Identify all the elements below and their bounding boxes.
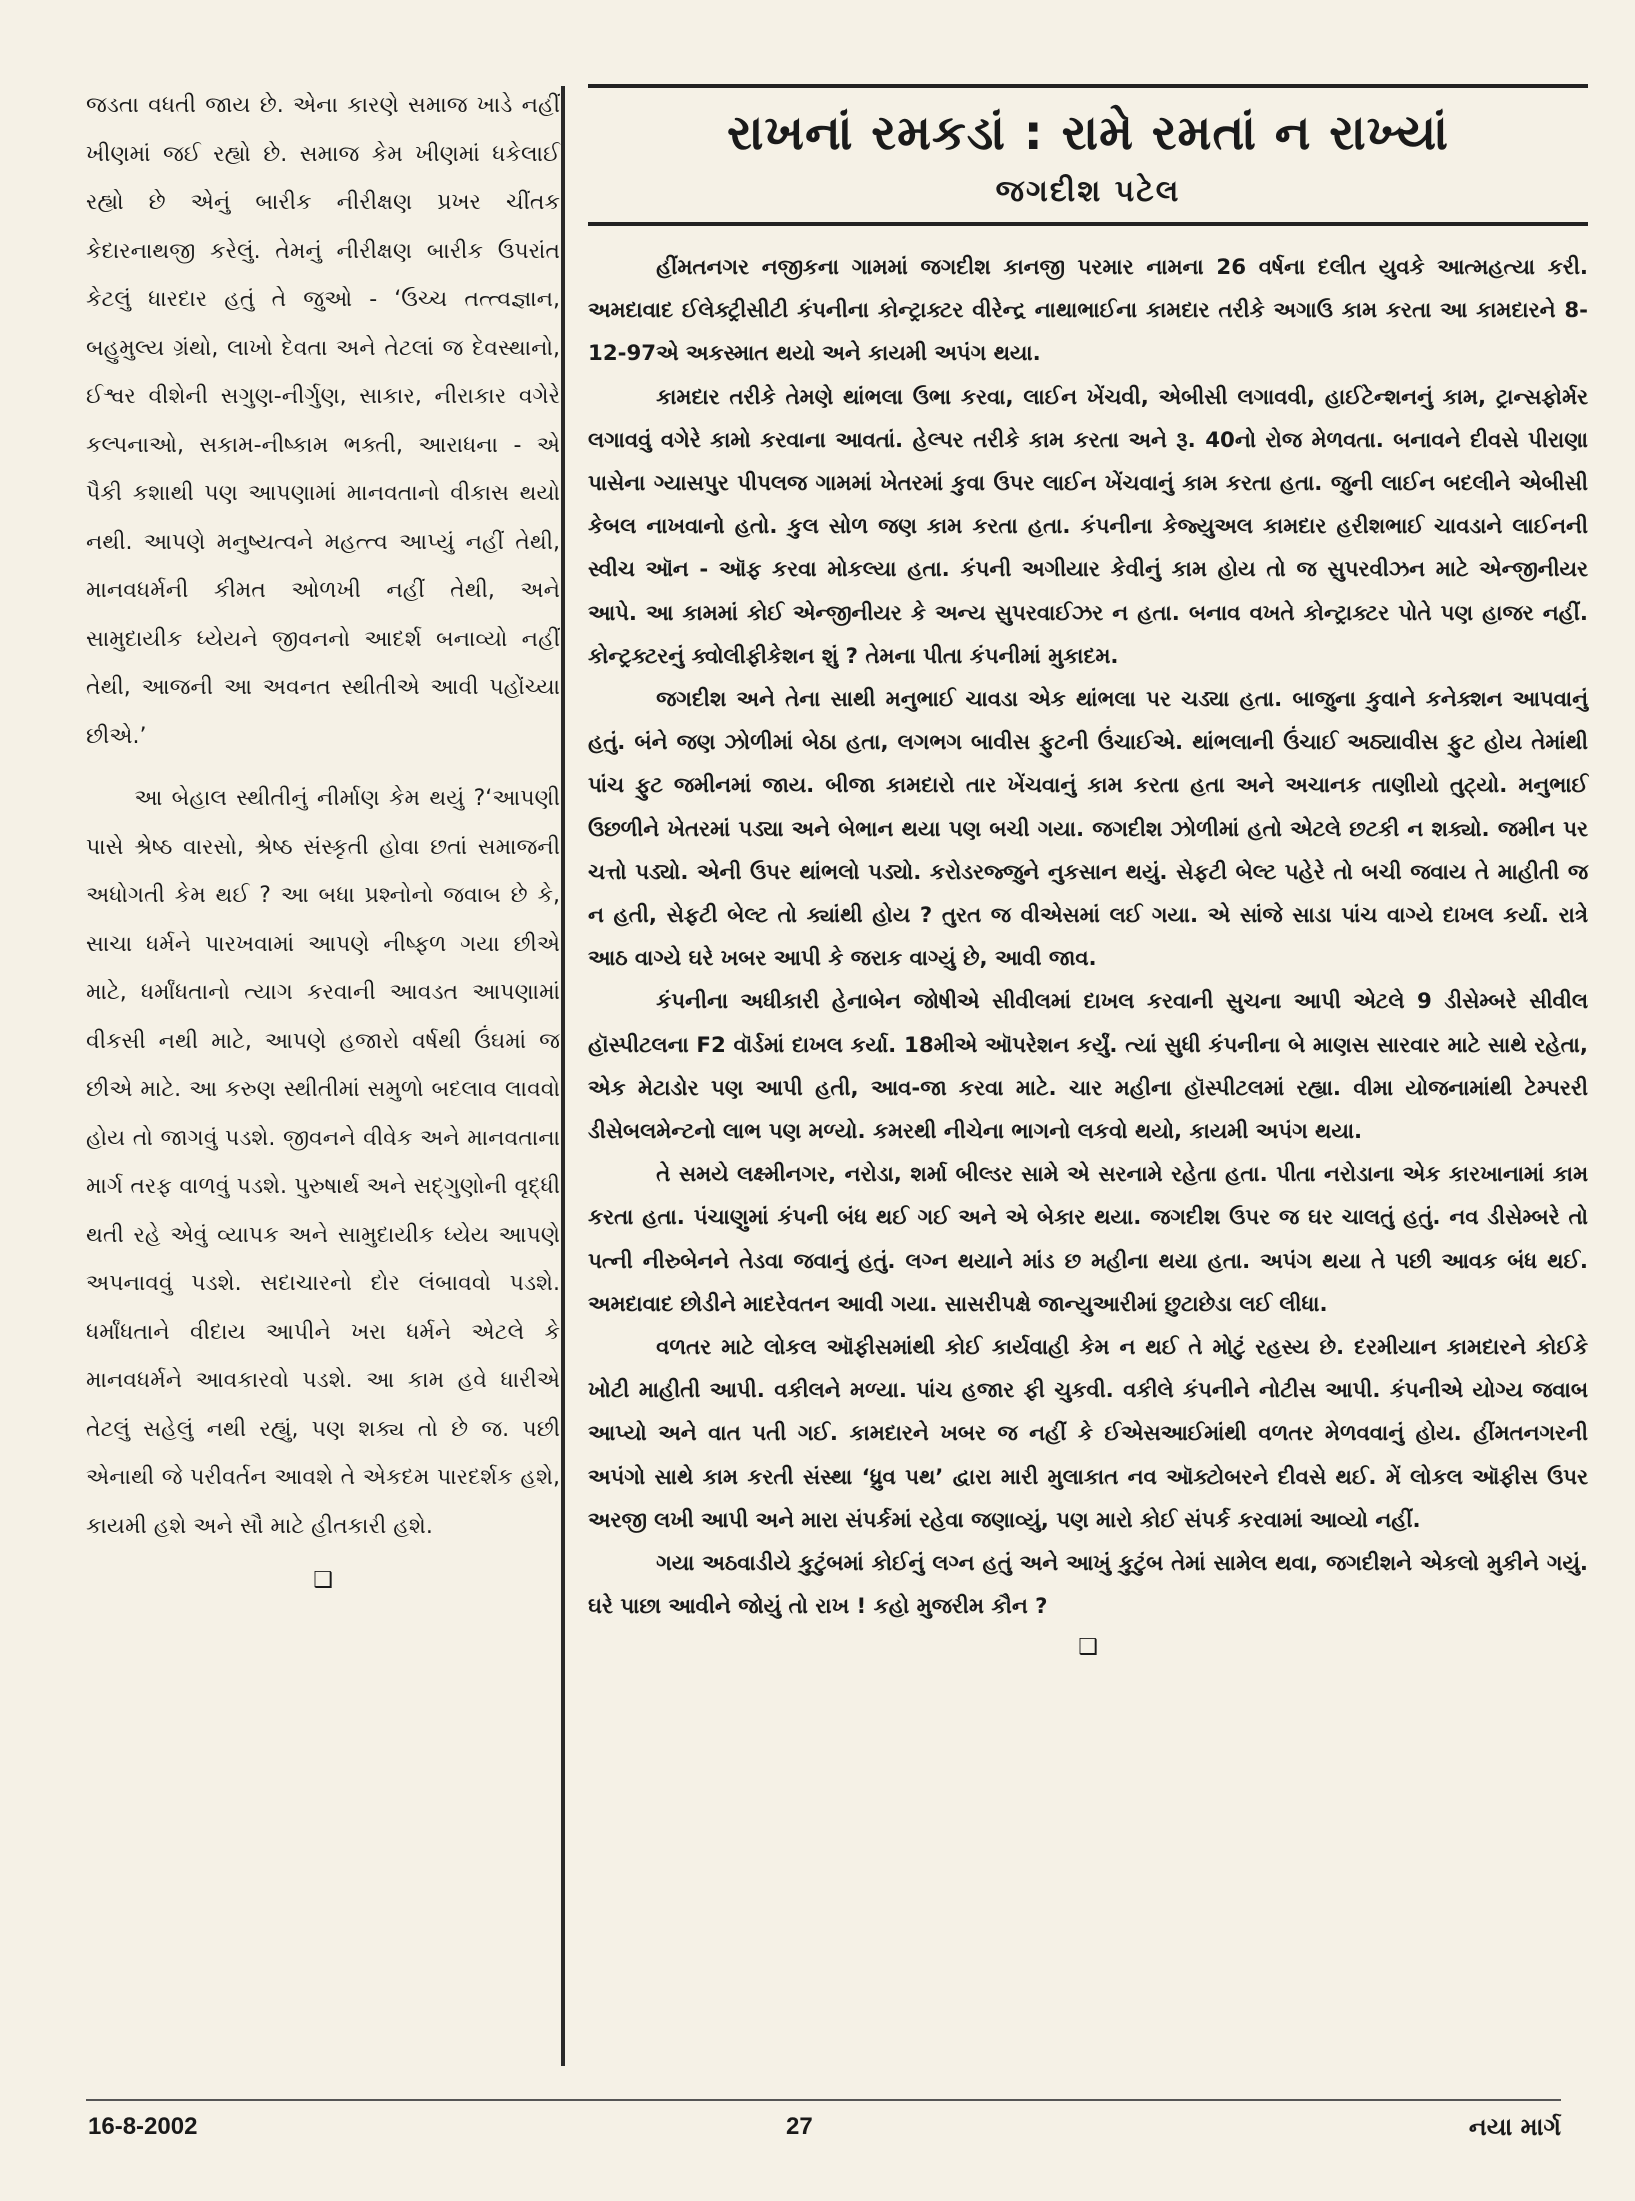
article-paragraph-3: જગદીશ અને તેના સાથી મનુભાઈ ચાવડા એક થાંભલા પર ચડ્યા હતા. બાજુના કુવાને કનેક્શન આપવાનું હતું. બંને જણ ઝોળીમાં બેઠા હતા, લગભગ બાવીસ ફુટની ઉંચાઈએ. થાંભલાની ઉંચાઈ અઠ્યાવીસ ફુટ હોય તેમાંથી પાંચ ફુટ જમીનમાં જાય. બીજા કામદારો તાર ખેંચવાનું કામ કરતા હતા અને અચાનક તાણીયો તુટ્યો. મનુભાઈ ઉછળીને ખેતરમાં પડ્યા અને બેભાન થયા પણ બચી ગયા. જગદીશ ઝોળીમાં હતો એટલે છટકી ન શક્યો. જમીન પર ચત્તો પડ્યો. એની ઉપર થાંભલો પડ્યો. કરોડરજ્જુને નુકસાન થયું. સેફટી બેલ્ટ પહેરે તો બચી જવાય તે માહીતી જ ન હતી, સેફટી બેલ્ટ તો ક્યાંથી હોય ? તુરત જ વીએસમાં લઈ ગયા. એ સાંજે સાડા પાંચ વાગ્યે દાખલ કર્યા. રાત્રે આઠ વાગ્યે ઘરે ખબર આપી કે જરાક વાગ્યું છે, આવી જાવ.: [588, 687, 1588, 972]
left-column: [86, 82, 560, 1606]
magazine-name: નયા માર્ગ: [1468, 2113, 1561, 2141]
article-paragraph-2: કામદાર તરીકે તેમણે થાંભલા ઉભા કરવા, લાઈન ખેંચવી, એબીસી લગાવવી, હાઈટેન્શનનું કામ, ટ્રાન્સફોર્મર લગાવવું વગેરે કામો કરવાના આવતાં. હેલ્પર તરીકે કામ કરતા અને રૂ. 40નો રોજ મેળવતા. બનાવને દીવસે પીરાણા પાસેના ગ્યાસપુર પીપલજ ગામમાં ખેતરમાં કુવા ઉપર લાઈન ખેંચવાનું કામ કરતા હતા. જુની લાઈન બદલીને એબીસી કેબલ નાખવાનો હતો. કુલ સોળ જણ કામ કરતા હતા. કંપનીના કેજ્યુઅલ કામદાર હરીશભાઈ ચાવડાને લાઈનની સ્વીચ ઑન - ઑફ કરવા મોકલ્યા હતા. કંપની અગીયાર કેવીનું કામ હોય તો જ સુપરવીઝન માટે એન્જીનીયર આપે. આ કામમાં કોઈ એન્જીનીયર કે અન્ય સુપરવાઈઝર ન હતા. બનાવ વખતે કોન્ટ્રાક્ટર પોતે પણ હાજર નહીં. કોન્ટ્રક્ટરનું ક્વોલીફીકેશન શું ? તેમના પીતા કંપનીમાં મુકાદમ.: [588, 384, 1588, 669]
article-paragraph-7: ગયા અઠવાડીયે કુટુંબમાં કોઈનું લગ્ન હતું અને આખું કુટુંબ તેમાં સામેલ થવા, જગદીશને એકલો મુકીને ગયું. ઘરે પાછા આવીને જોયું તો રાખ ! કહો મુજરીમ કૌન ?: [588, 1551, 1588, 1620]
article-paragraph-1: હીંમતનગર નજીકના ગામમાં જગદીશ કાનજી પરમાર નામના 26 વર્ષના દલીત યુવકે આત્મહત્યા કરી. અમદાવાદ ઈલેક્ટ્રીસીટી કંપનીના કોન્ટ્રાક્ટર વીરેન્દ્ર નાથાભાઈના કામદાર તરીકે અગાઉ કામ કરતા આ કામદારને 8-12-97એ અકસ્માત થયો અને કાયમી અપંગ થયા.: [588, 255, 1588, 367]
article: [588, 84, 1588, 1660]
author-rule: [588, 222, 1588, 226]
article-paragraph-4: કંપનીના અધીકારી હેનાબેન જોષીએ સીવીલમાં દાખલ કરવાની સુચના આપી એટલે 9 ડીસેમ્બરે સીવીલ હૉસ્પીટલના F2 વૉર્ડમાં દાખલ કર્યા. 18મીએ ઑપરેશન કર્યું. ત્યાં સુધી કંપનીના બે માણસ સારવાર માટે સાથે રહેતા, એક મેટાડોર પણ આપી હતી, આવ-જા કરવા માટે. ચાર મહીના હૉસ્પીટલમાં રહ્યા. વીમા યોજનામાંથી ટેમ્પરરી ડીસેબલમેન્ટનો લાભ પણ મળ્યો. કમરથી નીચેના ભાગનો લકવો થયો, કાયમી અપંગ થયા.: [588, 989, 1588, 1145]
article-author: જગદીશ પટેલ: [995, 174, 1181, 209]
top-rule: [588, 84, 1588, 88]
end-mark-article: ❑: [1078, 1634, 1098, 1660]
page-number: 27: [786, 2113, 813, 2140]
article-paragraph-5: તે સમયે લક્ષ્મીનગર, નરોડા, શર્મા બીલ્ડર સામે એ સરનામે રહેતા હતા. પીતા નરોડાના એક કારખાનામાં કામ કરતા હતા. પંચાણુમાં કંપની બંધ થઈ ગઈ અને એ બેકાર થયા. જગદીશ ઉપર જ ઘર ચાલતું હતું. નવ ડીસેમ્બરે તો પત્ની નીરુબેનને તેડવા જવાનું હતું. લગ્ન થયાને માંડ છ મહીના થયા હતા. અપંગ થયા તે પછી આવક બંધ થઈ. અમદાવાદ છોડીને માદરેવતન આવી ગયા. સાસરીપક્ષે જાન્યુઆરીમાં છુટાછેડા લઈ લીધા.: [588, 1162, 1588, 1317]
issue-date: 16-8-2002: [88, 2113, 198, 2140]
left-paragraph-1: જડતા વધતી જાય છે. એના કારણે સમાજ ખાડે નહીં ખીણમાં જઈ રહ્યો છે. સમાજ કેમ ખીણમાં ધકેલાઈ રહ્યો છે એનું બારીક નીરીક્ષણ પ્રખર ચીંતક કેદારનાથજી કરેલું. તેમનું નીરીક્ષણ બારીક ઉપરાંત કેટલું ધારદાર હતું તે જુઓ - ‘ઉચ્ચ તત્ત્વજ્ઞાન, બહુમુલ્ય ગ્રંથો, લાખો દેવતા અને તેટલાં જ દેવસ્થાનો, ઈશ્વર વીશેની સગુણ-નીર્ગુણ, સાકાર, નીરાકાર વગેરે કલ્પનાઓ, સકામ-નીષ્કામ ભક્તી, આરાધના - એ પૈકી કશાથી પણ આપણામાં માનવતાનો વીકાસ થયો નથી. આપણે મનુષ્યત્વને મહત્ત્વ આપ્યું નહીં તેથી, માનવધર્મની કીમત ઓળખી નહીં તેથી, અને સામુદાયીક ધ્યેયને જીવનનો આદર્શ બનાવ્યો નહીં તેથી, આજની આ અવનત સ્થીતીએ આવી પહોંચ્યા છીએ.’: [86, 93, 560, 749]
article-title: રાખનાં રમકડાં : રામે રમતાં ન રાખ્યાં: [726, 105, 1449, 161]
article-body: [588, 246, 1588, 1629]
left-paragraph-2: આ બેહાલ સ્થીતીનું નીર્માણ કેમ થયું ?‘આપણી પાસે શ્રેષ્ઠ વારસો, શ્રેષ્ઠ સંસ્કૃતી હોવા છતાં સમાજની અધોગતી કેમ થઈ ? આ બધા પ્રશ્નોનો જવાબ છે કે, સાચા ધર્મને પારખવામાં આપણે નીષ્ફળ ગયા છીએ માટે, ધર્માંધતાનો ત્યાગ કરવાની આવડત આપણામાં વીકસી નથી માટે, આપણે હજારો વર્ષથી ઉંઘમાં જ છીએ માટે. આ કરુણ સ્થીતીમાં સમુળો બદલાવ લાવવો હોય તો જાગવું પડશે. જીવનને વીવેક અને માનવતાના માર્ગ તરફ વાળવું પડશે. પુરુષાર્થ અને સદ્ગુણોની વૃદ્ધી થતી રહે એવું વ્યાપક અને સામુદાયીક ધ્યેય આપણે અપનાવવું પડશે. સદાચારનો દોર લંબાવવો પડશે. ધર્માંધતાને વીદાય આપીને ખરા ધર્મને એટલે કે માનવધર્મને આવકારવો પડશે. આ કામ હવે ધારીએ તેટલું સહેલું નથી રહ્યું, પણ શક્ય તો છે જ. પછી એનાથી જે પરીવર્તન આવશે તે એકદમ પારદર્શક હશે, કાયમી હશે અને સૌ માટે હીતકારી હશે.: [86, 786, 560, 1539]
column-divider: [561, 86, 565, 2066]
page-footer: [86, 2099, 1561, 2141]
article-paragraph-6: વળતર માટે લોકલ ઑફીસમાંથી કોઈ કાર્યવાહી કેમ ન થઈ તે મોટું રહસ્ય છે. દરમીયાન કામદારને કોઈકે ખોટી માહીતી આપી. વકીલને મળ્યા. પાંચ હજાર ફી ચુકવી. વકીલે કંપનીને નોટીસ આપી. કંપનીએ યોગ્ય જવાબ આપ્યો અને વાત પતી ગઈ. કામદારને ખબર જ નહીં કે ઈએસઆઈમાંથી વળતર મેળવવાનું હોય. હીંમતનગરની અપંગો સાથે કામ કરતી સંસ્થા ‘ધ્રુવ પથ’ દ્વારા મારી મુલાકાત નવ ઑક્ટોબરને દીવસે થઈ. મેં લોકલ ઑફીસ ઉપર અરજી લખી આપી અને મારા સંપર્કમાં રહેવા જણાવ્યું, પણ મારો કોઈ સંપર્ક કરવામાં આવ્યો નહીં.: [588, 1335, 1588, 1533]
end-mark-left: ❑: [313, 1568, 333, 1593]
